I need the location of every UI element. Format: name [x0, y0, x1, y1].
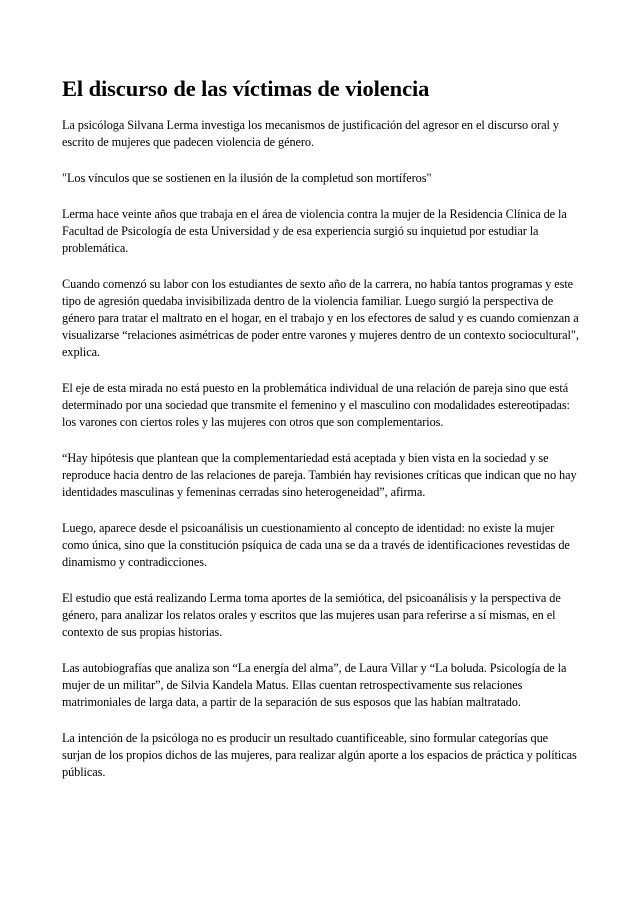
paragraph-study: El estudio que está realizando Lerma toma aportes de la semiótica, del psicoanálisis y la perspectiva de género, para analizar los relatos orales y escritos que las mujeres usan para referirse a sí mismas, en el contexto de sus propias historias.: [62, 591, 561, 639]
document-page: [62, 74, 580, 800]
paragraph-quote: "Los vínculos que se sostienen en la ilusión de la completud son mortíferos": [62, 171, 432, 185]
paragraph-hypotheses: “Hay hipótesis que plantean que la complementariedad está aceptada y bien vista en la sociedad y se reproduce hacia dentro de las relaciones de pareja. También hay revisiones críticas que indican que no hay identidades masculinas y femeninas cerradas sino heterogeneidad”, afirma.: [62, 451, 577, 499]
paragraph-background: Lerma hace veinte años que trabaja en el área de violencia contra la mujer de la Residencia Clínica de la Facultad de Psicología de esta Universidad y de esa experiencia surgió su inquietud por estudiar la problemática.: [62, 207, 567, 255]
article-title: El discurso de las víctimas de violencia: [62, 76, 430, 101]
paragraph-identity: Luego, aparece desde el psicoanálisis un cuestionamiento al concepto de identidad: no existe la mujer como única, sino que la constitución psíquica de cada una se da a través de identificaciones revestidas de dinamismo y contradicciones.: [62, 521, 570, 569]
paragraph-intention: La intención de la psicóloga no es producir un resultado cuantificeable, sino formular categorías que surjan de los propios dichos de las mujeres, para realizar algún aporte a los espacios de práctica y políticas públicas.: [62, 731, 577, 779]
paragraph-autobiographies: Las autobiografías que analiza son “La energía del alma”, de Laura Villar y “La boluda. Psicología de la mujer de un militar”, de Silvia Kandela Matus. Ellas cuentan retrospectivamente sus relaciones matrimoniales de larga data, a partir de la separación de sus esposos que las habían maltratado.: [62, 661, 567, 709]
paragraph-intro: La psicóloga Silvana Lerma investiga los mecanismos de justificación del agresor en el discurso oral y escrito de mujeres que padecen violencia de género.: [62, 118, 559, 149]
paragraph-history: Cuando comenzó su labor con los estudiantes de sexto año de la carrera, no había tantos programas y este tipo de agresión quedaba invisibilizada dentro de la violencia familiar. Luego surgió la perspectiva de género para tratar el maltrato en el hogar, en el trabajo y en los efectores de salud y es cuando comienzan a visualizarse “relaciones asimétricas de poder entre varones y mujeres dentro de un contexto sociocultural", explica.: [62, 277, 579, 359]
paragraph-focus: El eje de esta mirada no está puesto en la problemática individual de una relación de pareja sino que está determinado por una sociedad que transmite el femenino y el masculino con modalidades estereotipadas: los varones con ciertos roles y las mujeres con otros que son complementarios.: [62, 381, 570, 429]
